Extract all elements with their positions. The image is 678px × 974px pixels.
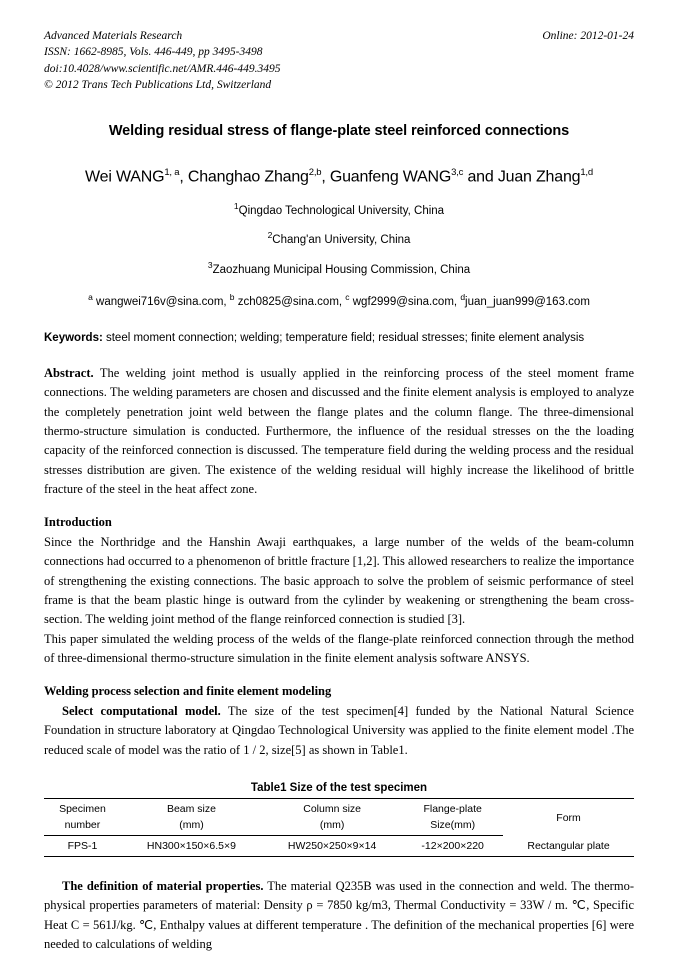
select-model-heading: Select computational model. [62, 703, 221, 718]
email-d-sup: d [460, 292, 466, 303]
email-c[interactable]: wgf2999@sina.com, [349, 295, 461, 308]
author-1-name: Wei WANG [85, 168, 165, 186]
email-b[interactable]: zch0825@sina.com, [234, 295, 346, 308]
modeling-heading: Welding process selection and finite element modeling [44, 684, 332, 699]
cell-specimen-number: FPS-1 [44, 835, 121, 856]
header-specimen-1: Specimen [44, 798, 121, 817]
introduction-paragraph-2: This paper simulated the welding process of the welds of the flange-plate reinforced connection through the method of three-dimensional thermo-structure simulation in the finite element analysis software ANSYS. [44, 631, 634, 666]
affiliation-2-text: Chang'an University, China [272, 234, 411, 247]
abstract-text: The welding joint method is usually applied in the reinforcing process of the steel moment frame connections. The welding parameters are chosen and discussed and the finite element analysis is employed to analyze the completely penetration joint weld between the flange plates and the column flange. The three-dimensional thermo-structure simulation is conducted. Furthermore, the influence of the residual stresses on the the loading capacity of the reinforced connection is discussed. The temperature field during the welding process and the residual stresses distribution are given. The existence of the welding residual will highly increase the likelihood of brittle fracture of the steel in the heat affect zone. [44, 365, 634, 497]
introduction-heading: Introduction [44, 515, 112, 530]
email-c-sup: c [345, 292, 350, 303]
affiliation-3 [44, 260, 634, 276]
author-2-name: Changhao Zhang [187, 168, 309, 186]
affiliation-2 [44, 230, 634, 246]
material-properties-heading: The definition of material properties. [62, 878, 264, 893]
email-a[interactable]: wangwei716v@sina.com, [92, 295, 230, 308]
keywords-block [44, 330, 634, 348]
table-caption: Table1 Size of the test specimen [250, 781, 428, 794]
cell-form: Rectangular plate [503, 835, 634, 856]
author-sep-2: , [321, 168, 330, 186]
header-column-2: (mm) [262, 817, 402, 836]
copyright-line: © 2012 Trans Tech Publications Ltd, Switzerland [44, 78, 272, 91]
author-3-name: Guanfeng WANG [329, 168, 452, 186]
author-list [44, 167, 634, 186]
header-column-1: Column size [262, 798, 402, 817]
table-row [44, 835, 634, 856]
select-model-text: The size of the test specimen[4] funded by the National Natural Science Foundation in structure laboratory at Qingdao Technological University was applied to the finite element model .The reduced scale of model was the ratio of 1 / 2, size[5] as shown in Table1. [44, 703, 634, 757]
select-model-paragraph [44, 702, 634, 760]
author-4-name: Juan Zhang [497, 168, 581, 186]
material-properties-paragraph [44, 877, 634, 955]
abstract-block [44, 364, 634, 500]
author-emails [44, 292, 634, 308]
cell-beam-size: HN300×150×6.5×9 [121, 835, 262, 856]
author-4-sup: 1,d [580, 167, 593, 179]
journal-name: Advanced Materials Research [44, 30, 183, 42]
doi-line: doi:10.4028/www.scientific.net/AMR.446-449.3495 [44, 62, 281, 75]
header-beam-2: (mm) [121, 817, 262, 836]
specimen-table [44, 798, 634, 857]
affiliation-1-text: Qingdao Technological University, China [238, 204, 445, 217]
keywords-label: Keywords: [44, 331, 103, 344]
material-properties-text: The material Q235B was used in the connection and weld. The thermo-physical properties parameters of material: Density ρ = 7850 kg/m3, Thermal Conductivity = 33W / m. ℃, Specific Heat C = 561J/kg. ℃, Enthalpy values at different temperature . The definition of the mechanical properties [6] were needed to calculations of welding [44, 878, 634, 952]
email-b-sup: b [229, 292, 235, 303]
affiliation-1 [44, 201, 634, 217]
abstract-label: Abstract. [44, 365, 94, 380]
keywords-text: steel moment connection; welding; temperature field; residual stresses; finite element analysis [102, 331, 585, 344]
issn-line: ISSN: 1662-8985, Vols. 446-449, pp 3495-3498 [44, 46, 263, 59]
online-date: Online: 2012-01-24 [542, 30, 634, 42]
email-d[interactable]: juan_juan999@163.com [465, 295, 590, 308]
email-a-sup: a [88, 292, 93, 303]
author-1-sup: 1, a [164, 167, 180, 179]
author-3-sup: 3,c [451, 167, 464, 179]
author-sep-1: , [179, 168, 188, 186]
header-flange-2: Size(mm) [402, 817, 503, 836]
affiliation-2-sup: 2 [267, 230, 273, 241]
affiliation-3-text: Zaozhuang Municipal Housing Commission, China [212, 264, 471, 277]
header-specimen-2: number [44, 817, 121, 836]
affiliation-1-sup: 1 [233, 200, 239, 211]
page-title: Welding residual stress of flange-plate steel reinforced connections [108, 123, 570, 140]
author-2-sup: 2,b [308, 167, 322, 179]
affiliation-3-sup: 3 [207, 260, 213, 271]
header-form: Form [503, 798, 634, 835]
header-left-block [44, 28, 280, 93]
page-header [44, 28, 634, 93]
cell-flange-plate-size: -12×200×220 [402, 835, 503, 856]
author-sep-3: and [463, 168, 498, 186]
header-beam-1: Beam size [121, 798, 262, 817]
table-header-row-1 [44, 798, 634, 817]
cell-column-size: HW250×250×9×14 [262, 835, 402, 856]
header-flange-1: Flange-plate [402, 798, 503, 817]
introduction-paragraph-1: Since the Northridge and the Hanshin Awaji earthquakes, a large number of the welds of the beam-column connections had occurred to a phenomenon of brittle fracture [1,2]. This allowed researchers to realize the importance of strengthening the existing connections. The basic approach to solve the problem of seismic performance of steel frame is that the beam plastic hinge is outward from the cylinder by weakening or strengthening the beam cross-section. The welding joint method of the flange reinforced connection is studied [3]. [44, 534, 634, 627]
